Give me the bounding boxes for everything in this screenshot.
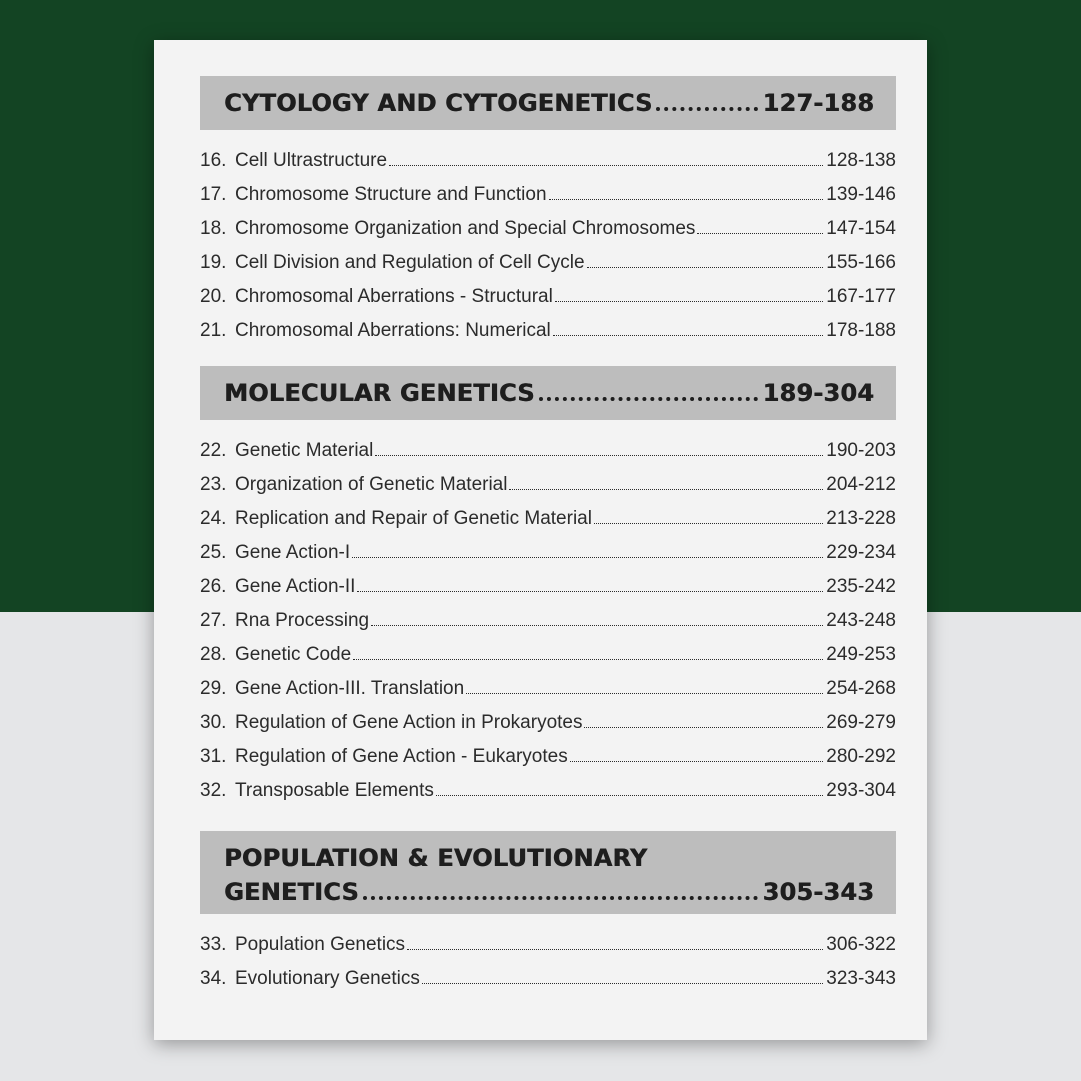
dot-leader bbox=[436, 795, 823, 796]
chapter-number: 18. bbox=[200, 218, 227, 239]
dot-leader bbox=[353, 659, 823, 660]
chapter-title: Evolutionary Genetics bbox=[235, 968, 420, 989]
chapter-entry bbox=[200, 150, 896, 184]
chapter-title: Rna Processing bbox=[235, 610, 370, 631]
chapter-pages: 293-304 bbox=[826, 780, 896, 801]
chapter-title: Population Genetics bbox=[235, 934, 406, 955]
dot-leader bbox=[539, 397, 759, 401]
chapter-entry bbox=[200, 576, 896, 610]
chapter-number: 25. bbox=[200, 542, 227, 563]
chapter-pages: 306-322 bbox=[826, 934, 896, 955]
chapter-title: Gene Action-III. Translation bbox=[235, 678, 465, 699]
section-header bbox=[200, 831, 896, 914]
section-page-range: 189-304 bbox=[762, 379, 874, 407]
chapter-title: Cell Ultrastructure bbox=[235, 150, 388, 171]
chapter-pages: 280-292 bbox=[826, 746, 896, 767]
contents-page bbox=[154, 40, 927, 1040]
chapter-title: Chromosomal Aberrations - Structural bbox=[235, 286, 553, 307]
chapter-title: Gene Action-II bbox=[235, 576, 356, 597]
chapter-entry bbox=[200, 780, 896, 814]
chapter-number: 20. bbox=[200, 286, 227, 307]
dot-leader bbox=[352, 557, 823, 558]
chapter-pages: 167-177 bbox=[826, 286, 896, 307]
chapter-entry bbox=[200, 644, 896, 678]
chapter-number: 28. bbox=[200, 644, 227, 665]
chapter-title: Organization of Genetic Material bbox=[235, 474, 508, 495]
chapter-list bbox=[200, 440, 896, 814]
dot-leader bbox=[549, 199, 824, 200]
chapter-number: 33. bbox=[200, 934, 227, 955]
dot-leader bbox=[656, 107, 758, 111]
chapter-pages: 155-166 bbox=[826, 252, 896, 273]
chapter-pages: 190-203 bbox=[826, 440, 896, 461]
chapter-title: Gene Action-I bbox=[235, 542, 351, 563]
section-molecular bbox=[200, 366, 896, 814]
chapter-entry bbox=[200, 474, 896, 508]
section-population bbox=[200, 831, 896, 1002]
chapter-pages: 229-234 bbox=[826, 542, 896, 563]
section-page-range: 127-188 bbox=[762, 89, 874, 117]
chapter-title: Chromosome Structure and Function bbox=[235, 184, 547, 205]
chapter-entry bbox=[200, 968, 896, 1002]
chapter-title: Regulation of Gene Action in Prokaryotes bbox=[235, 712, 583, 733]
chapter-number: 30. bbox=[200, 712, 227, 733]
chapter-title: Transposable Elements bbox=[235, 780, 434, 801]
chapter-pages: 254-268 bbox=[826, 678, 896, 699]
chapter-pages: 243-248 bbox=[826, 610, 896, 631]
dot-leader bbox=[570, 761, 824, 762]
chapter-pages: 178-188 bbox=[826, 320, 896, 341]
chapter-entry bbox=[200, 712, 896, 746]
chapter-title: Chromosomal Aberrations: Numerical bbox=[235, 320, 551, 341]
dot-leader bbox=[466, 693, 823, 694]
chapter-entry bbox=[200, 252, 896, 286]
chapter-entry bbox=[200, 320, 896, 354]
chapter-pages: 269-279 bbox=[826, 712, 896, 733]
dot-leader bbox=[594, 523, 823, 524]
chapter-entry bbox=[200, 218, 896, 252]
section-title: CYTOLOGY AND CYTOGENETICS bbox=[224, 89, 653, 117]
chapter-list bbox=[200, 150, 896, 354]
chapter-pages: 213-228 bbox=[826, 508, 896, 529]
chapter-number: 16. bbox=[200, 150, 227, 171]
chapter-number: 19. bbox=[200, 252, 227, 273]
chapter-number: 24. bbox=[200, 508, 227, 529]
chapter-entry bbox=[200, 440, 896, 474]
dot-leader bbox=[587, 267, 824, 268]
chapter-number: 21. bbox=[200, 320, 227, 341]
chapter-entry bbox=[200, 610, 896, 644]
dot-leader bbox=[555, 301, 823, 302]
chapter-title: Replication and Repair of Genetic Material bbox=[235, 508, 592, 529]
dot-leader bbox=[697, 233, 823, 234]
chapter-title: Genetic Code bbox=[235, 644, 352, 665]
section-title-line1: POPULATION & EVOLUTIONARY bbox=[224, 844, 648, 872]
section-title: GENETICS bbox=[224, 878, 359, 906]
chapter-pages: 204-212 bbox=[826, 474, 896, 495]
chapter-number: 26. bbox=[200, 576, 227, 597]
chapter-pages: 323-343 bbox=[826, 968, 896, 989]
dot-leader bbox=[389, 165, 823, 166]
chapter-title: Regulation of Gene Action - Eukaryotes bbox=[235, 746, 568, 767]
chapter-number: 31. bbox=[200, 746, 227, 767]
section-header bbox=[200, 76, 896, 130]
chapter-entry bbox=[200, 678, 896, 712]
chapter-title: Chromosome Organization and Special Chromosomes bbox=[235, 218, 696, 239]
dot-leader bbox=[357, 591, 823, 592]
chapter-entry bbox=[200, 746, 896, 780]
chapter-pages: 249-253 bbox=[826, 644, 896, 665]
chapter-entry bbox=[200, 184, 896, 218]
chapter-pages: 235-242 bbox=[826, 576, 896, 597]
section-title: MOLECULAR GENETICS bbox=[224, 379, 535, 407]
chapter-number: 32. bbox=[200, 780, 227, 801]
chapter-entry bbox=[200, 508, 896, 542]
chapter-number: 34. bbox=[200, 968, 227, 989]
chapter-number: 27. bbox=[200, 610, 227, 631]
chapter-entry bbox=[200, 286, 896, 320]
chapter-pages: 147-154 bbox=[826, 218, 896, 239]
section-page-range: 305-343 bbox=[762, 878, 874, 906]
chapter-number: 29. bbox=[200, 678, 227, 699]
dot-leader bbox=[553, 335, 824, 336]
dot-leader bbox=[363, 896, 759, 900]
dot-leader bbox=[375, 455, 823, 456]
dot-leader bbox=[407, 949, 823, 950]
dot-leader bbox=[509, 489, 823, 490]
section-header bbox=[200, 366, 896, 420]
chapter-title: Genetic Material bbox=[235, 440, 374, 461]
chapter-pages: 128-138 bbox=[826, 150, 896, 171]
chapter-number: 17. bbox=[200, 184, 227, 205]
dot-leader bbox=[584, 727, 823, 728]
chapter-entry bbox=[200, 542, 896, 576]
dot-leader bbox=[371, 625, 823, 626]
dot-leader bbox=[422, 983, 823, 984]
chapter-number: 23. bbox=[200, 474, 227, 495]
chapter-number: 22. bbox=[200, 440, 227, 461]
chapter-list bbox=[200, 934, 896, 1002]
chapter-title: Cell Division and Regulation of Cell Cycle bbox=[235, 252, 585, 273]
chapter-pages: 139-146 bbox=[826, 184, 896, 205]
chapter-entry bbox=[200, 934, 896, 968]
section-cytology bbox=[200, 76, 896, 354]
